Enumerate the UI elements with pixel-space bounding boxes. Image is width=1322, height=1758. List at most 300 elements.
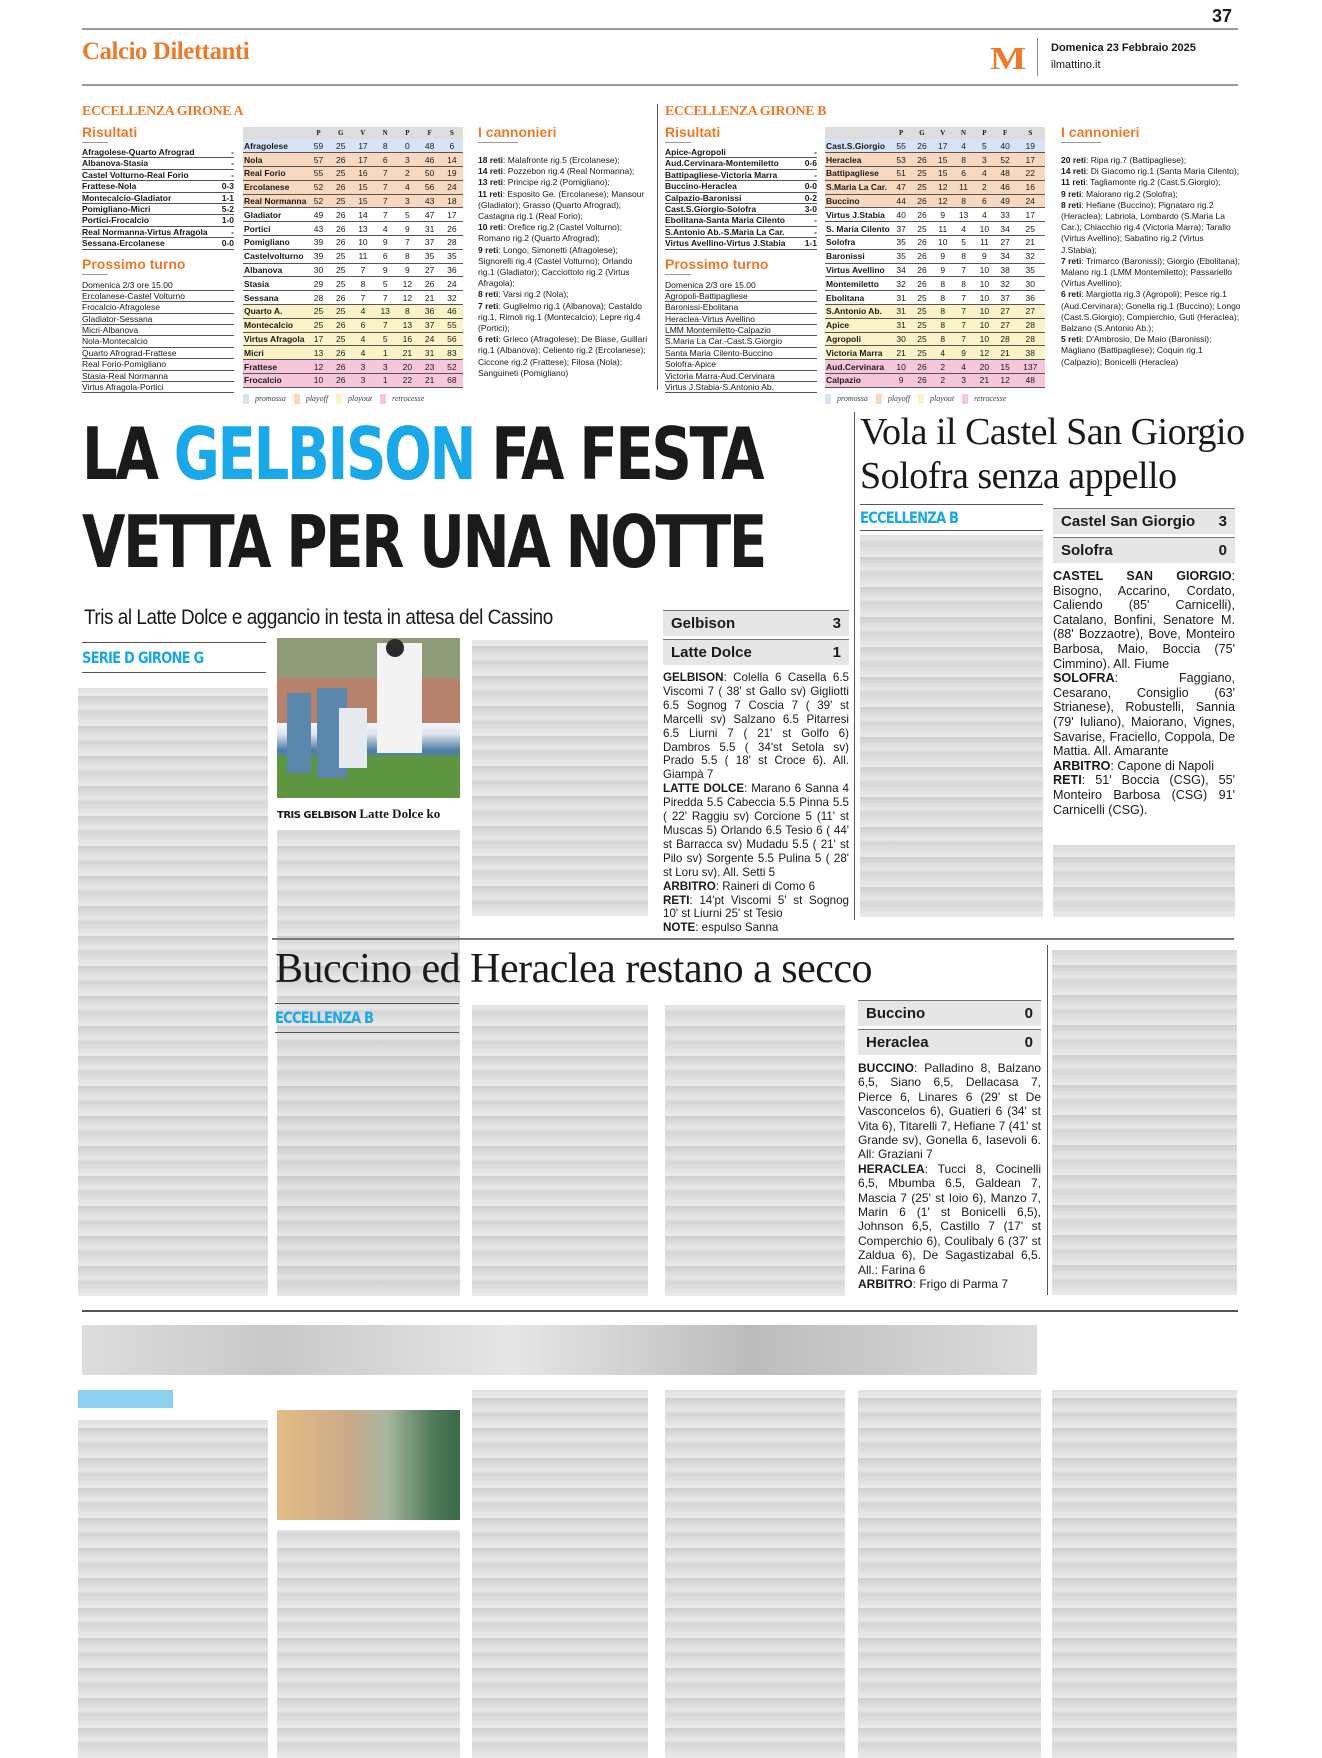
- match-score: 0-6: [804, 158, 817, 169]
- fixture-row: Stasia-Real Normanna: [82, 371, 234, 382]
- castel-headline-line2: Solofra senza appello: [860, 455, 1177, 497]
- stat-cell: 28: [1016, 318, 1045, 332]
- stat-cell: 26: [330, 291, 352, 305]
- fixtures-date: Domenica 2/3 ore 15.00: [82, 280, 234, 291]
- team-name: Battipagliese: [825, 167, 891, 181]
- standings-header: [825, 127, 1045, 139]
- stat-cell: 26: [330, 346, 352, 360]
- stat-cell: 7: [953, 263, 974, 277]
- tag-rule: [275, 1003, 459, 1004]
- stat-cell: 25: [330, 249, 352, 263]
- header-col: V: [932, 127, 953, 139]
- stat-cell: 4: [953, 360, 974, 374]
- website-link[interactable]: ilmattino.it: [1051, 59, 1101, 71]
- stat-cell: 13: [307, 346, 329, 360]
- stat-cell: 4: [932, 346, 953, 360]
- stat-cell: 8: [953, 277, 974, 291]
- stat-cell: 2: [396, 167, 418, 181]
- stat-cell: 26: [912, 139, 933, 153]
- stat-cell: 4: [974, 208, 995, 222]
- match-name: Aud.Cervinara-Montemiletto: [665, 158, 779, 169]
- stat-cell: 68: [441, 374, 463, 388]
- standings-row: [825, 332, 1045, 346]
- fixture-row: Agropoli-Battipagliese: [665, 291, 817, 302]
- stat-cell: 25: [912, 180, 933, 194]
- stat-cell: 7: [953, 305, 974, 319]
- scorer-names: : D'Ambrosio, De Maio (Baronissi); Magliano (Battipagliese); Coquin rig.1 (Calpazio); Bonicelli (Heraclea): [1061, 334, 1212, 367]
- stat-cell: 26: [912, 153, 933, 167]
- stat-cell: 19: [441, 167, 463, 181]
- stat-cell: 25: [912, 332, 933, 346]
- report-paragraph: [1053, 671, 1235, 759]
- stat-cell: 25: [330, 305, 352, 319]
- girone-b-title: ECCELLENZA GIRONE B: [665, 104, 827, 119]
- stat-cell: 25: [1016, 222, 1045, 236]
- castel-scoreboard: [1053, 508, 1235, 817]
- header-team: [243, 127, 307, 139]
- match-score: -: [231, 226, 234, 237]
- stat-cell: 26: [330, 208, 352, 222]
- match-name: Battipagliese-Victoria Marra: [665, 169, 778, 180]
- stat-cell: 10: [974, 305, 995, 319]
- scorer-entry: [1061, 166, 1241, 177]
- legend-swatch: [825, 394, 831, 404]
- stat-cell: 50: [419, 167, 441, 181]
- standings-row: [243, 153, 463, 167]
- headline-line2: VETTA PER UNA NOTTE: [82, 500, 765, 584]
- stat-cell: 7: [374, 167, 396, 181]
- stat-cell: 16: [352, 167, 374, 181]
- stat-cell: 26: [912, 263, 933, 277]
- stat-cell: 48: [1016, 374, 1045, 388]
- team-name: Montemiletto: [825, 277, 891, 291]
- stat-cell: 29: [307, 277, 329, 291]
- mattino-logo: M: [989, 40, 1027, 76]
- fixture-row: Solofra-Apice: [665, 359, 817, 370]
- goal-count: 14 reti: [1061, 166, 1087, 177]
- report-label: NOTE: [663, 921, 696, 935]
- heading-underline: [82, 142, 108, 143]
- team-name: Calpazio: [825, 374, 891, 388]
- scorer-names: : Principe rig.2 (Pomigliano);: [503, 177, 610, 188]
- team-name: Portici: [243, 222, 307, 236]
- stat-cell: 30: [307, 263, 329, 277]
- stat-cell: 25: [330, 263, 352, 277]
- match-score: 3-0: [804, 203, 817, 214]
- standings-row: [243, 249, 463, 263]
- results-list: [82, 147, 234, 250]
- stat-cell: 25: [912, 222, 933, 236]
- blurred-sidebar-article: [1052, 950, 1237, 1295]
- blurred-article-text: [1052, 1390, 1237, 1758]
- stat-cell: 0: [396, 139, 418, 153]
- girone-a-title: ECCELLENZA GIRONE A: [82, 104, 244, 119]
- match-score: 5-2: [221, 203, 234, 214]
- stat-cell: 34: [995, 222, 1016, 236]
- stat-cell: 8: [396, 249, 418, 263]
- girone-a-scorers: [478, 124, 648, 379]
- stat-cell: 7: [374, 180, 396, 194]
- score-row: [858, 1000, 1041, 1026]
- blurred-article-text: [472, 1005, 648, 1296]
- result-row: [665, 204, 817, 215]
- report-text: : 14'pt Viscomi 5' st Sognog 10' st Liurni 25' st Tesio: [663, 893, 849, 921]
- match-score: -: [814, 147, 817, 157]
- stat-cell: 3: [352, 374, 374, 388]
- issue-date: Domenica 23 Febbraio 2025: [1051, 42, 1196, 54]
- standings-row: [243, 360, 463, 374]
- stat-cell: 24: [1016, 194, 1045, 208]
- report-paragraph: [858, 1162, 1041, 1277]
- team-name: Heraclea: [866, 1034, 929, 1051]
- goal-count: 20 reti: [1061, 155, 1087, 165]
- stat-cell: 26: [330, 222, 352, 236]
- team-goals: 0: [1024, 1034, 1033, 1051]
- stat-cell: 32: [1016, 249, 1045, 263]
- stat-cell: 5: [953, 236, 974, 250]
- stat-cell: 28: [307, 291, 329, 305]
- stat-cell: 35: [419, 249, 441, 263]
- stat-cell: 9: [953, 346, 974, 360]
- fixture-row: Santa Maria Cilento-Buccino: [665, 348, 817, 359]
- castel-headline: [860, 410, 1245, 498]
- stat-cell: 59: [307, 139, 329, 153]
- match-report: [663, 671, 849, 935]
- team-goals: 0: [1218, 542, 1227, 559]
- results-heading: Risultati: [82, 124, 138, 140]
- team-name: Real Normanna: [244, 196, 307, 207]
- goal-count: 6 reti: [478, 334, 499, 345]
- buccino-headline: Buccino ed Heraclea restano a secco: [275, 946, 872, 992]
- report-label: RETI: [1053, 773, 1082, 788]
- stat-cell: 11: [953, 180, 974, 194]
- standings-row: [243, 208, 463, 222]
- stat-cell: 15: [352, 194, 374, 208]
- scorer-entry: [1061, 189, 1241, 200]
- stat-cell: 51: [891, 167, 912, 181]
- standings-row: [825, 194, 1045, 208]
- scorer-names: : Grieco (Afragolese); De Biase, Guillari rig.1 (Albanova); Celiento rig.2 (Ercolanese); Ciccone rig.2 (Frattese); Filosa (Nola); Sanguineti (Pomigliano): [478, 334, 648, 378]
- match-name: Montecalcio-Gladiator: [82, 192, 172, 203]
- result-row: [665, 227, 817, 238]
- stat-cell: 26: [912, 249, 933, 263]
- scorer-entry: [1061, 155, 1241, 166]
- stat-cell: 21: [1016, 236, 1045, 250]
- stat-cell: 7: [953, 291, 974, 305]
- stat-cell: 40: [995, 139, 1016, 153]
- standings-row: [825, 153, 1045, 167]
- stat-cell: 26: [912, 277, 933, 291]
- stat-cell: 37: [419, 236, 441, 250]
- stat-cell: 6: [441, 139, 463, 153]
- legend-item: [876, 394, 910, 404]
- caption-tag: TRIS GELBISON: [277, 810, 357, 821]
- match-name: Frattese-Nola: [82, 181, 137, 192]
- report-paragraph: [858, 1061, 1041, 1162]
- page-number: 37: [1212, 6, 1233, 26]
- stat-cell: 12: [932, 194, 953, 208]
- photo-caption: [277, 806, 440, 822]
- match-name: Sessana-Ercolanese: [82, 238, 165, 249]
- legend: [825, 394, 1045, 404]
- standings-row: [825, 277, 1045, 291]
- stat-cell: 8: [953, 194, 974, 208]
- team-goals: 0: [1024, 1005, 1033, 1022]
- standings-row: [243, 236, 463, 250]
- stat-cell: 35: [891, 249, 912, 263]
- stat-cell: 49: [995, 194, 1016, 208]
- blurred-headline: [82, 1325, 1037, 1375]
- scorer-entry: [478, 166, 648, 177]
- team-name: Gladiator: [243, 208, 307, 222]
- stat-cell: 3: [396, 194, 418, 208]
- stat-cell: 13: [953, 208, 974, 222]
- buccino-tag: ECCELLENZA B: [275, 1008, 374, 1027]
- match-score: -: [231, 169, 234, 180]
- scorer-names: : Maiorano rig.2 (Solofra);: [1081, 188, 1178, 199]
- stat-cell: 28: [995, 332, 1016, 346]
- report-text: : Frigo di Parma 7: [912, 1277, 1009, 1292]
- stat-cell: 25: [330, 194, 352, 208]
- standings-row: [243, 318, 463, 332]
- stat-cell: 4: [953, 222, 974, 236]
- legend-swatch: [336, 394, 342, 404]
- legend-item: [380, 394, 424, 404]
- stat-cell: 12: [307, 360, 329, 374]
- headline-part: FA FESTA: [474, 412, 763, 496]
- stat-cell: 8: [932, 291, 953, 305]
- standings-row: [243, 374, 463, 388]
- stat-cell: 13: [352, 222, 374, 236]
- stat-cell: 46: [419, 153, 441, 167]
- stat-cell: 15: [352, 180, 374, 194]
- stat-cell: 4: [374, 222, 396, 236]
- scorer-names: : Orefice rig.2 (Castel Volturno); Romano rig.2 (Quarto Afrograd);: [478, 222, 623, 244]
- header-col: F: [419, 127, 441, 139]
- result-row: [665, 215, 817, 226]
- tag-rule: [860, 504, 1043, 505]
- report-label: CASTEL SAN GIORGIO: [1053, 569, 1232, 583]
- heading-underline: [82, 274, 108, 275]
- report-label: ARBITRO: [858, 1277, 913, 1292]
- castel-headline-line1: Vola il Castel San Giorgio: [860, 411, 1245, 453]
- scorer-names: : Pozzebon rig.4 (Real Normanna);: [503, 166, 635, 177]
- goal-count: 8 reti: [478, 289, 499, 300]
- header-col: G: [330, 127, 352, 139]
- stat-cell: 8: [953, 153, 974, 167]
- stat-cell: 8: [932, 305, 953, 319]
- stat-cell: 17: [441, 208, 463, 222]
- stat-cell: 30: [1016, 277, 1045, 291]
- stat-cell: 52: [307, 180, 329, 194]
- team-name: Virtus J.Stabia: [825, 208, 891, 222]
- stat-cell: 36: [1016, 291, 1045, 305]
- match-name: Albanova-Stasia: [82, 158, 149, 169]
- stat-cell: 12: [974, 346, 995, 360]
- results-heading: Risultati: [665, 124, 721, 140]
- logo-divider: [1037, 38, 1038, 76]
- fixtures-list: [665, 280, 817, 394]
- stat-cell: 31: [419, 346, 441, 360]
- stat-cell: 10: [974, 318, 995, 332]
- report-text: : Bisogno, Accarino, Cordato, Caliendo (85' Carnicelli), Catalano, Bonfini, Senatore M. (88' Bozzaotre), Bove, Monteiro Barbosa, Maio, Boccia (75' Cimmino). All. Fiume: [1053, 569, 1235, 671]
- legend-label: promossa: [837, 393, 868, 403]
- header-col: G: [912, 127, 933, 139]
- match-score: 0-0: [221, 238, 234, 249]
- stat-cell: 28: [441, 236, 463, 250]
- team-name: S. Maria Cilento: [826, 223, 890, 234]
- standings-table: [825, 127, 1045, 388]
- stat-cell: 39: [307, 249, 329, 263]
- stat-cell: 49: [307, 208, 329, 222]
- match-score: 0-3: [221, 181, 234, 192]
- stat-cell: 10: [974, 263, 995, 277]
- stat-cell: 38: [995, 263, 1016, 277]
- stat-cell: 25: [330, 277, 352, 291]
- match-name: S.Antonio Ab.-S.Maria La Car.: [665, 226, 785, 237]
- scorers-heading: I cannonieri: [1061, 124, 1140, 140]
- stat-cell: 5: [374, 277, 396, 291]
- standings-row: [825, 236, 1045, 250]
- team-name: Pomigliano: [243, 236, 307, 250]
- stat-cell: 26: [912, 360, 933, 374]
- stat-cell: 17: [352, 139, 374, 153]
- blurred-article-text: [858, 1390, 1041, 1758]
- team-name: Agropoli: [825, 332, 891, 346]
- stat-cell: 9: [932, 208, 953, 222]
- stat-cell: 46: [441, 305, 463, 319]
- heading-underline: [665, 274, 691, 275]
- report-label: ARBITRO: [663, 879, 716, 893]
- team-name: Aud.Cervinara: [825, 360, 891, 374]
- result-row: [665, 170, 817, 181]
- match-photo-illustration: [277, 638, 460, 798]
- stat-cell: 38: [1016, 346, 1045, 360]
- stat-cell: 4: [352, 346, 374, 360]
- team-name: S.Maria La Car.: [825, 180, 891, 194]
- girone-b-results: [665, 124, 817, 393]
- header-col: P: [974, 127, 995, 139]
- story-rule: [82, 1310, 1238, 1312]
- team-name: S.Antonio Ab.: [825, 305, 891, 319]
- stat-cell: 25: [330, 332, 352, 346]
- legend-label: playoff: [887, 393, 911, 403]
- legend: [243, 394, 463, 404]
- score-row: [1053, 508, 1235, 534]
- headline-part: LA: [82, 412, 174, 496]
- legend-label: retrocesse: [974, 393, 1007, 403]
- match-name: Real Normanna-Virtus Afragola: [82, 226, 208, 237]
- girone-a-standings: [243, 127, 463, 404]
- stat-cell: 6: [953, 167, 974, 181]
- goal-count: 9 reti: [478, 244, 499, 255]
- stat-cell: 2: [974, 180, 995, 194]
- legend-swatch: [876, 394, 882, 404]
- stat-cell: 12: [396, 277, 418, 291]
- standings-row: [243, 291, 463, 305]
- stat-cell: 36: [419, 305, 441, 319]
- result-row: [665, 147, 817, 158]
- stat-cell: 8: [396, 305, 418, 319]
- stat-cell: 46: [995, 180, 1016, 194]
- stat-cell: 39: [307, 236, 329, 250]
- stat-cell: 3: [374, 360, 396, 374]
- stat-cell: 26: [912, 208, 933, 222]
- stat-cell: 48: [995, 167, 1016, 181]
- report-text: : Tucci 8, Cocinelli 6,5, Mbumba 6.5, Galdean 7, Mascia 7 (25' st Ioio 6), Manzo 7, Marin 6 (1' st Bonicelli 6,5), Johnson 6,5, Castillo 7 (17' st Comperchio 6), Coulibaly 6 (37' st Zaldua 6), De Sagastizabal 6,5. All.: Farina 6: [858, 1161, 1041, 1277]
- scorer-entry: [478, 334, 648, 379]
- stat-cell: 9: [374, 263, 396, 277]
- heading-underline: [1061, 142, 1101, 143]
- stat-cell: 21: [396, 346, 418, 360]
- results-list: [665, 147, 817, 250]
- team-name: Buccino: [825, 194, 891, 208]
- standings-row: [825, 208, 1045, 222]
- stat-cell: 25: [912, 167, 933, 181]
- report-text: : Marano 6 Sanna 4 Piredda 5.5 Cabeccia 5.5 Pinna 5.5 ( 22' Raggiu sv) Corcione 5 (11' st Muscas 5) Orlando 6.5 Tesio 6 ( 44' st Barracca sv) Mudadu 5.5 ( 21' st Pilo sv) Sorgente 5.5 Pulina 5 ( 28' st Loru sv). All. Setti 5: [663, 782, 849, 879]
- legend-label: promossa: [255, 393, 286, 403]
- standings-row: [243, 139, 463, 153]
- stat-cell: 1: [374, 374, 396, 388]
- scorer-names: : Guglielmo rig.1 (Albanova); Castaldo rig.1, Rimoli rig.1 (Montecalcio); Lepre rig.4 (Portici);: [478, 300, 642, 334]
- standings-row: [825, 374, 1045, 388]
- stat-cell: 33: [995, 208, 1016, 222]
- stat-cell: 20: [974, 360, 995, 374]
- result-row: [82, 227, 234, 238]
- report-paragraph: [663, 921, 849, 935]
- stat-cell: 4: [396, 180, 418, 194]
- scorer-names: : Malafronte rig.5 (Ercolanese);: [503, 155, 620, 165]
- stat-cell: 2: [932, 360, 953, 374]
- header-col: N: [953, 127, 974, 139]
- match-score: -: [814, 215, 817, 226]
- blurred-article-text: [472, 1390, 648, 1758]
- result-row: [82, 181, 234, 192]
- standings-row: [243, 277, 463, 291]
- standings-row: [825, 291, 1045, 305]
- fixture-row: Baronissi-Ebolitana: [665, 302, 817, 313]
- stat-cell: 26: [330, 153, 352, 167]
- match-score: -: [231, 147, 234, 157]
- legend-item: [962, 394, 1006, 404]
- stat-cell: 13: [374, 305, 396, 319]
- goal-count: 6 reti: [1061, 289, 1082, 300]
- score-row: [858, 1029, 1041, 1055]
- team-name: Castelvolturno: [243, 249, 307, 263]
- stat-cell: 27: [1016, 305, 1045, 319]
- column-divider: [1047, 945, 1048, 1295]
- blurred-section-tag: [78, 1390, 173, 1408]
- stat-cell: 4: [352, 332, 374, 346]
- stat-cell: 1: [374, 346, 396, 360]
- match-name: Apice-Agropoli: [665, 147, 726, 157]
- blurred-article-text: [860, 535, 1043, 917]
- stat-cell: 55: [891, 139, 912, 153]
- match-name: Virtus Avellino-Virtus J.Stabia: [665, 238, 786, 249]
- column-divider: [854, 412, 855, 920]
- standings-row: [825, 249, 1045, 263]
- stat-cell: 9: [374, 236, 396, 250]
- report-text: : Raineri di Como 6: [715, 879, 816, 893]
- stat-cell: 21: [995, 346, 1016, 360]
- stat-cell: 52: [441, 360, 463, 374]
- stat-cell: 20: [396, 360, 418, 374]
- blurred-article-text: [277, 1530, 460, 1758]
- stat-cell: 10: [891, 360, 912, 374]
- stat-cell: 32: [995, 277, 1016, 291]
- stat-cell: 6: [352, 318, 374, 332]
- stat-cell: 26: [441, 222, 463, 236]
